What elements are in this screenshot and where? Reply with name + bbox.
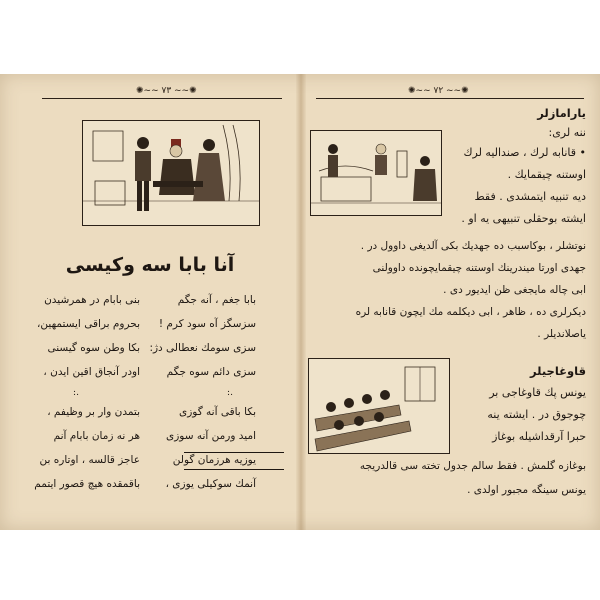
text-line: ديكرلرى ده ، ظاهر ، ابى ديكلمه مك ايچون قانابه لره: [355, 306, 586, 318]
text-line: اوستنه چيقمايك .: [507, 168, 586, 181]
verse-line: بحروم براقى ايستمهين،: [37, 318, 140, 330]
stanza-divider: :.: [73, 388, 79, 398]
lesson-title: يارامازلر: [537, 106, 586, 120]
text-line: جهدى اورتا ميندرينك اوستنه چيقمايچونده داوولنى: [372, 262, 586, 274]
verse-line: اميد ورمن آنه سوزى: [166, 430, 256, 442]
header-rule-left: [42, 98, 282, 99]
header-rule-right: [316, 98, 584, 99]
text-line: ديه تنبيه ايتمشدى . فقط: [474, 190, 586, 203]
verse-line: باقمقده هيچ قصور ايتمم: [34, 478, 140, 490]
book-spread: [0, 74, 600, 530]
text-line: • قانابه لرك ، صنداليه لرك: [463, 146, 586, 159]
family-illustration: [82, 120, 260, 226]
verse-line: عاجز قالسه ، اوتاره بن: [39, 454, 140, 466]
verse-line: بكا وطن سوه گيسنى: [47, 342, 140, 354]
classroom-illustration: [308, 358, 450, 454]
page-number-right: ✺~~ ۷۲ ~~✺: [408, 86, 469, 96]
right-page: [306, 74, 600, 530]
verse-line: آنمك سوكيلى يوزى ،: [165, 478, 256, 490]
verse-line: بنى بابام در همرشيدن: [44, 294, 140, 306]
text-line: بوغازه گلمش . فقط سالم جدول تخته سى قالدريجه: [359, 460, 586, 472]
text-line: يونس سينگه مجبور اولدى .: [467, 484, 586, 496]
text-line: چوجوق در . ايشته ينه: [487, 408, 586, 421]
verse-line-boxed: يوزيه هرزمان گولن: [172, 454, 256, 466]
text-line: ابى چاله مايجغى ظن ايديور دى .: [443, 284, 586, 296]
poem-title: آنا بابا سه وكيسى: [65, 254, 235, 276]
verse-line: بكا باقى آنه گوزى: [178, 406, 256, 418]
boxed-verse-frame: [184, 452, 284, 470]
stanza-divider: :.: [227, 388, 233, 398]
verse-line: سزسگز آه سود کرم !: [158, 318, 256, 330]
book-gutter: [296, 74, 306, 530]
children-illustration: [310, 130, 442, 216]
page-number-left: ✺~~ ۷۳ ~~✺: [136, 86, 197, 96]
text-line: ياصلانديلر .: [537, 328, 586, 340]
text-line: حبرا آرقداشيله بوغاز: [492, 430, 586, 443]
text-line: ننه لرى:: [548, 126, 586, 139]
verse-line: اودر آنجاق اقين ايدن ،: [43, 366, 140, 378]
left-page: [0, 74, 296, 530]
text-line: يونس پك قاوغاجى بر: [489, 386, 586, 399]
text-line: نوتشلر ، بوكاسبب ده جهديك بكى آلديغى داوول در .: [360, 240, 586, 252]
lesson-title: قاوغاجيلر: [529, 364, 586, 378]
verse-line: بابا جغم ، آنه جگم: [177, 294, 256, 306]
verse-line: سزى دائم سوه جگم: [166, 366, 256, 378]
verse-line: سزى سومك نعطالى دژ:: [149, 342, 256, 354]
verse-line: بتمدن وار بر وظيفم ،: [47, 406, 140, 418]
verse-line: هر نه زمان بابام آنم: [53, 430, 140, 442]
text-line: ايشته بوحقلى تنبيهى يه او .: [461, 212, 586, 225]
